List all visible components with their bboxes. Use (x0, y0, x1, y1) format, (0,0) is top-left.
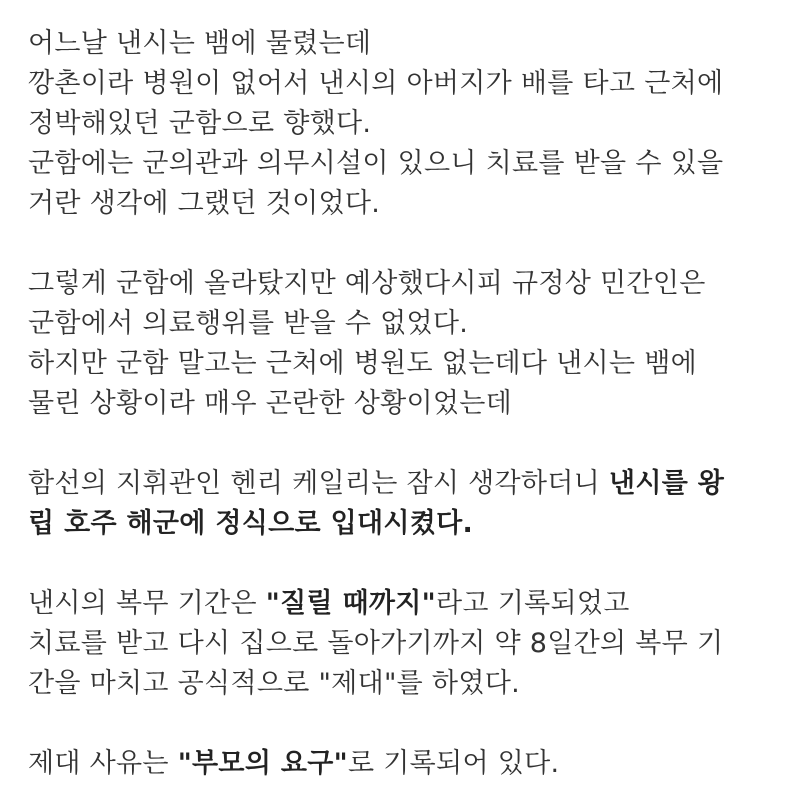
bold-text-run: "부모의 요구" (177, 748, 349, 779)
text-run: 간을 마치고 공식적으로 "제대"를 하였다. (28, 668, 520, 699)
text-line (28, 304, 798, 344)
text-run: 하지만 군함 말고는 근처에 병원도 없는데다 낸시는 뱀에 (28, 348, 697, 379)
bold-text-run: 립 호주 해군에 정식으로 입대시켰다. (28, 508, 474, 539)
text-line (28, 344, 798, 384)
text-run: 로 기록되어 있다. (348, 748, 560, 779)
text-run: 거란 생각에 그랬던 것이었다. (28, 188, 381, 219)
text-run: 군함에는 군의관과 의무시설이 있으니 치료를 받을 수 있을 (28, 148, 724, 179)
article-body (28, 24, 798, 784)
paragraph-spacer (28, 704, 798, 744)
bold-text-run: "질릴 때까지" (265, 588, 437, 619)
text-line (28, 584, 798, 624)
text-line (28, 144, 798, 184)
text-line (28, 384, 798, 424)
paragraph-2 (28, 264, 798, 424)
text-line (28, 184, 798, 224)
text-line (28, 464, 798, 504)
paragraph-4 (28, 584, 798, 704)
text-line (28, 104, 798, 144)
bold-text-run: 낸시를 왕 (608, 468, 725, 499)
text-line (28, 504, 798, 544)
text-run: 정박해있던 군함으로 향했다. (28, 108, 372, 139)
text-line (28, 624, 798, 664)
text-run: 어느날 낸시는 뱀에 물렸는데 (28, 28, 372, 59)
text-run: 군함에서 의료행위를 받을 수 없었다. (28, 308, 469, 339)
paragraph-3 (28, 464, 798, 544)
text-run: 제대 사유는 (28, 748, 178, 779)
text-run: 함선의 지휘관인 헨리 케일리는 잠시 생각하더니 (28, 468, 609, 499)
paragraph-spacer (28, 544, 798, 584)
text-run: 그렇게 군함에 올라탔지만 예상했다시피 규정상 민간인은 (28, 268, 706, 299)
text-run: 물린 상황이라 매우 곤란한 상황이었는데 (28, 388, 513, 419)
text-run: 낸시의 복무 기간은 (28, 588, 266, 619)
text-line (28, 24, 798, 64)
paragraph-1 (28, 24, 798, 224)
text-run: 라고 기록되었고 (436, 588, 630, 619)
text-line (28, 664, 798, 704)
paragraph-spacer (28, 424, 798, 464)
paragraph-spacer (28, 224, 798, 264)
text-line (28, 64, 798, 104)
text-line (28, 264, 798, 304)
text-run: 치료를 받고 다시 집으로 돌아가기까지 약 8일간의 복무 기 (28, 628, 724, 659)
text-run: 깡촌이라 병원이 없어서 낸시의 아버지가 배를 타고 근처에 (28, 68, 724, 99)
paragraph-5 (28, 744, 798, 784)
text-line (28, 744, 798, 784)
